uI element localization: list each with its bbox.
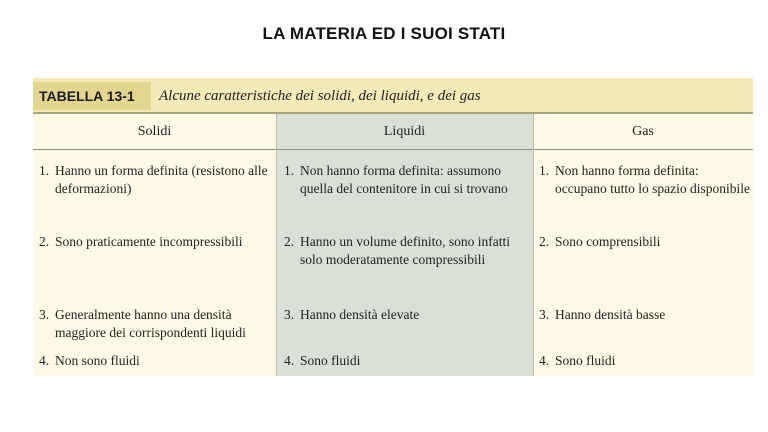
item-text: Non sono fluidi [55, 353, 140, 368]
item-text: Sono comprensibili [555, 234, 661, 249]
item-text: Sono fluidi [555, 353, 616, 368]
solidi-item-3 [39, 306, 274, 342]
item-text: Generalmente hanno una densità maggiore dei corrispondenti liquidi [55, 307, 246, 340]
liquidi-item-1 [284, 162, 526, 198]
column-solidi [33, 114, 276, 376]
column-header-solidi: Solidi [33, 114, 276, 150]
item-number: 2. [539, 234, 550, 249]
column-liquidi [276, 114, 533, 376]
item-number: 2. [39, 234, 50, 249]
item-text: Sono praticamente incompressibili [55, 234, 243, 249]
item-text: Sono fluidi [300, 353, 361, 368]
item-number: 4. [284, 353, 295, 368]
slide-title: LA MATERIA ED I SUOI STATI [262, 24, 506, 43]
item-number: 3. [39, 307, 50, 322]
item-number: 1. [284, 163, 295, 178]
item-text: Hanno un forma definita (resistono alle deformazioni) [55, 163, 268, 196]
gas-item-3 [539, 306, 751, 324]
liquidi-item-2 [284, 233, 526, 269]
solidi-item-1 [39, 162, 274, 198]
item-number: 1. [539, 163, 550, 178]
liquidi-item-4 [284, 352, 526, 370]
table-tag: TABELLA 13-1 [33, 82, 151, 110]
column-gas [533, 114, 753, 376]
item-number: 3. [284, 307, 295, 322]
item-number: 4. [39, 353, 50, 368]
item-text: Hanno densità basse [555, 307, 666, 322]
item-number: 4. [539, 353, 550, 368]
gas-item-4 [539, 352, 751, 370]
column-divider [533, 114, 534, 376]
table-header [33, 78, 753, 114]
item-text: Hanno un volume definito, sono infatti solo moderatamente compressibili [300, 234, 510, 267]
gas-item-1 [539, 162, 751, 198]
item-number: 3. [539, 307, 550, 322]
gas-item-2 [539, 233, 751, 251]
properties-table [33, 78, 753, 376]
column-header-gas: Gas [533, 114, 753, 150]
table-caption: Alcune caratteristiche dei solidi, dei liquidi, e dei gas [159, 88, 481, 104]
item-text: Hanno densità elevate [300, 307, 420, 322]
item-number: 1. [39, 163, 50, 178]
item-text: Non hanno forma definita: occupano tutto lo spazio disponibile [555, 163, 750, 196]
item-text: Non hanno forma definita: assumono quella del contenitore in cui si trovano [300, 163, 508, 196]
column-header-liquidi: Liquidi [276, 114, 533, 150]
solidi-item-4 [39, 352, 274, 370]
item-number: 2. [284, 234, 295, 249]
liquidi-item-3 [284, 306, 526, 324]
column-divider [276, 114, 277, 376]
solidi-item-2 [39, 233, 274, 251]
